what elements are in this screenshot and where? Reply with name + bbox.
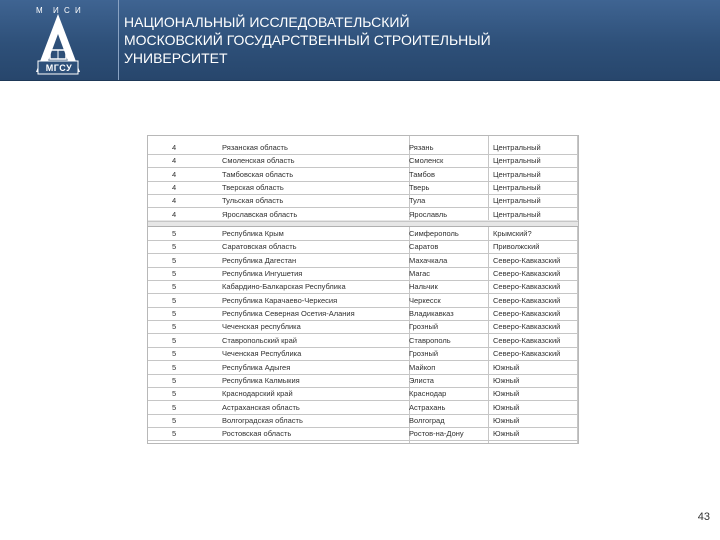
cell-city: Нальчик — [409, 282, 438, 292]
university-logo — [0, 0, 119, 80]
cell-region: Республика Калмыкия — [222, 375, 300, 385]
cell-district: Северо-Кавказский — [493, 322, 561, 332]
cell-city: Рязань — [409, 143, 434, 152]
cell-region: Астраханская область — [222, 402, 300, 412]
cell-number: 5 — [172, 229, 177, 238]
cell-district: Центральный — [493, 156, 541, 166]
cell-city: Тамбов — [409, 169, 435, 179]
cell-district: Южный — [493, 429, 520, 439]
table-row — [148, 348, 578, 361]
university-title — [124, 13, 684, 67]
table-row — [148, 268, 578, 281]
cell-region: Волгоградская область — [222, 415, 303, 425]
cell-city: Тула — [409, 196, 426, 206]
logo-letter: С — [64, 6, 70, 15]
cell-number: 5 — [172, 362, 177, 372]
cell-district: Северо-Кавказский — [493, 335, 561, 345]
cell-number: 5 — [172, 255, 177, 265]
cell-city: Махачкала — [409, 255, 448, 265]
table-row — [148, 321, 578, 334]
regions-table — [147, 135, 579, 444]
cell-region: Смоленская область — [222, 156, 295, 166]
cell-region: Республика Ингушетия — [222, 269, 303, 279]
cell-number: 5 — [172, 295, 177, 305]
cell-number: 5 — [172, 389, 177, 399]
table-row — [148, 402, 578, 415]
table-row — [148, 182, 578, 195]
cell-region: Чеченская Республика — [222, 349, 302, 359]
cell-city: Элиста — [409, 375, 434, 385]
cell-number: 4 — [172, 183, 177, 192]
table-row — [148, 255, 578, 268]
cell-region: Ставропольский край — [222, 335, 297, 345]
cell-number: 5 — [172, 269, 177, 279]
header-banner — [0, 0, 720, 81]
title-line: УНИВЕРСИТЕТ — [124, 50, 228, 66]
cell-number: 5 — [172, 402, 177, 412]
cell-city: Магас — [409, 269, 430, 279]
cell-district: Северо-Кавказский — [493, 349, 561, 359]
cell-district: Приволжский — [493, 242, 540, 252]
cell-city: Астрахань — [409, 402, 446, 412]
cell-number: 4 — [172, 143, 177, 152]
cell-region: Республика Адыгея — [222, 362, 291, 372]
cell-region: Рязанская область — [222, 143, 288, 152]
table-row — [148, 295, 578, 308]
cell-number: 5 — [172, 335, 177, 345]
cell-district: Южный — [493, 362, 520, 372]
cell-region: Чеченская республика — [222, 322, 301, 332]
cell-city: Саратов — [409, 242, 439, 252]
logo-wordmark: МГСУ — [45, 63, 73, 73]
cell-number: 5 — [172, 322, 177, 332]
table-row — [148, 195, 578, 208]
cell-region: Ярославская область — [222, 209, 298, 219]
cell-region: Республика Карачаево-Черкесия — [222, 295, 338, 305]
cell-region: Республика Северная Осетия-Алания — [222, 309, 355, 319]
cell-region: Тверская область — [222, 183, 284, 192]
cell-city: Майкоп — [409, 362, 436, 372]
title-line: МОСКОВСКИЙ ГОСУДАРСТВЕННЫЙ СТРОИТЕЛЬНЫЙ — [124, 32, 491, 48]
table-row — [148, 375, 578, 388]
logo-letter: И — [75, 6, 81, 15]
cell-district: Южный — [493, 389, 520, 399]
cell-district: Южный — [493, 375, 520, 385]
cell-region: Тамбовская область — [222, 169, 294, 179]
cell-number: 5 — [172, 282, 177, 292]
table-row — [148, 388, 578, 401]
cell-city: Краснодар — [409, 389, 447, 399]
cell-number: 5 — [172, 415, 177, 425]
cell-district: Центральный — [493, 209, 541, 219]
table-row — [148, 142, 578, 155]
logo-letter: М — [36, 6, 43, 15]
cell-district: Крымский? — [493, 229, 532, 238]
page-number: 43 — [697, 511, 710, 523]
cell-city: Владикавказ — [409, 309, 454, 319]
cell-district: Южный — [493, 402, 520, 412]
cell-region: Республика Крым — [222, 229, 284, 238]
cell-region: Ростовская область — [222, 429, 292, 439]
cell-district: Центральный — [493, 143, 541, 152]
cell-city: Черкесск — [409, 295, 441, 305]
cell-city: Ярославль — [409, 209, 448, 219]
cell-number: 5 — [172, 429, 177, 439]
table-row — [148, 428, 578, 441]
cell-city: Волгоград — [409, 415, 445, 425]
cell-region: Краснодарский край — [222, 389, 293, 399]
cell-region: Республика Дагестан — [222, 255, 297, 265]
cell-number: 5 — [172, 242, 177, 252]
cell-city: Симферополь — [409, 229, 459, 238]
table-row — [148, 335, 578, 348]
logo-letters — [0, 6, 118, 16]
table-row — [148, 308, 578, 321]
cell-region: Тульская область — [222, 196, 284, 206]
cell-city: Ростов-на-Дону — [409, 429, 464, 439]
table-row — [148, 415, 578, 428]
title-line: НАЦИОНАЛЬНЫЙ ИССЛЕДОВАТЕЛЬСКИЙ — [124, 14, 410, 30]
cell-number: 4 — [172, 209, 177, 219]
table-row — [148, 169, 578, 182]
cell-district: Центральный — [493, 183, 541, 192]
cell-district: Южный — [493, 415, 520, 425]
cell-number: 4 — [172, 169, 177, 179]
cell-city: Тверь — [409, 183, 430, 192]
cell-district: Северо-Кавказский — [493, 295, 561, 305]
cell-district: Северо-Кавказский — [493, 282, 561, 292]
cell-district: Северо-Кавказский — [493, 309, 561, 319]
table-row — [148, 155, 578, 168]
cell-city: Грозный — [409, 349, 439, 359]
cell-city: Ставрополь — [409, 335, 451, 345]
table-row — [148, 362, 578, 375]
table-row — [148, 281, 578, 294]
cell-city: Грозный — [409, 322, 439, 332]
cell-district: Северо-Кавказский — [493, 269, 561, 279]
cell-district: Северо-Кавказский — [493, 255, 561, 265]
cell-number: 5 — [172, 349, 177, 359]
cell-number: 5 — [172, 375, 177, 385]
cell-city: Смоленск — [409, 156, 444, 166]
cell-district: Центральный — [493, 169, 541, 179]
cell-region: Саратовская область — [222, 242, 297, 252]
table-row — [148, 241, 578, 254]
cell-number: 5 — [172, 309, 177, 319]
table-row — [148, 228, 578, 241]
cell-district: Центральный — [493, 196, 541, 206]
table-row — [148, 209, 578, 222]
cell-number: 4 — [172, 196, 177, 206]
cell-region: Кабардино-Балкарская Республика — [222, 282, 346, 292]
logo-letter: И — [53, 6, 59, 15]
cell-number: 4 — [172, 156, 177, 166]
